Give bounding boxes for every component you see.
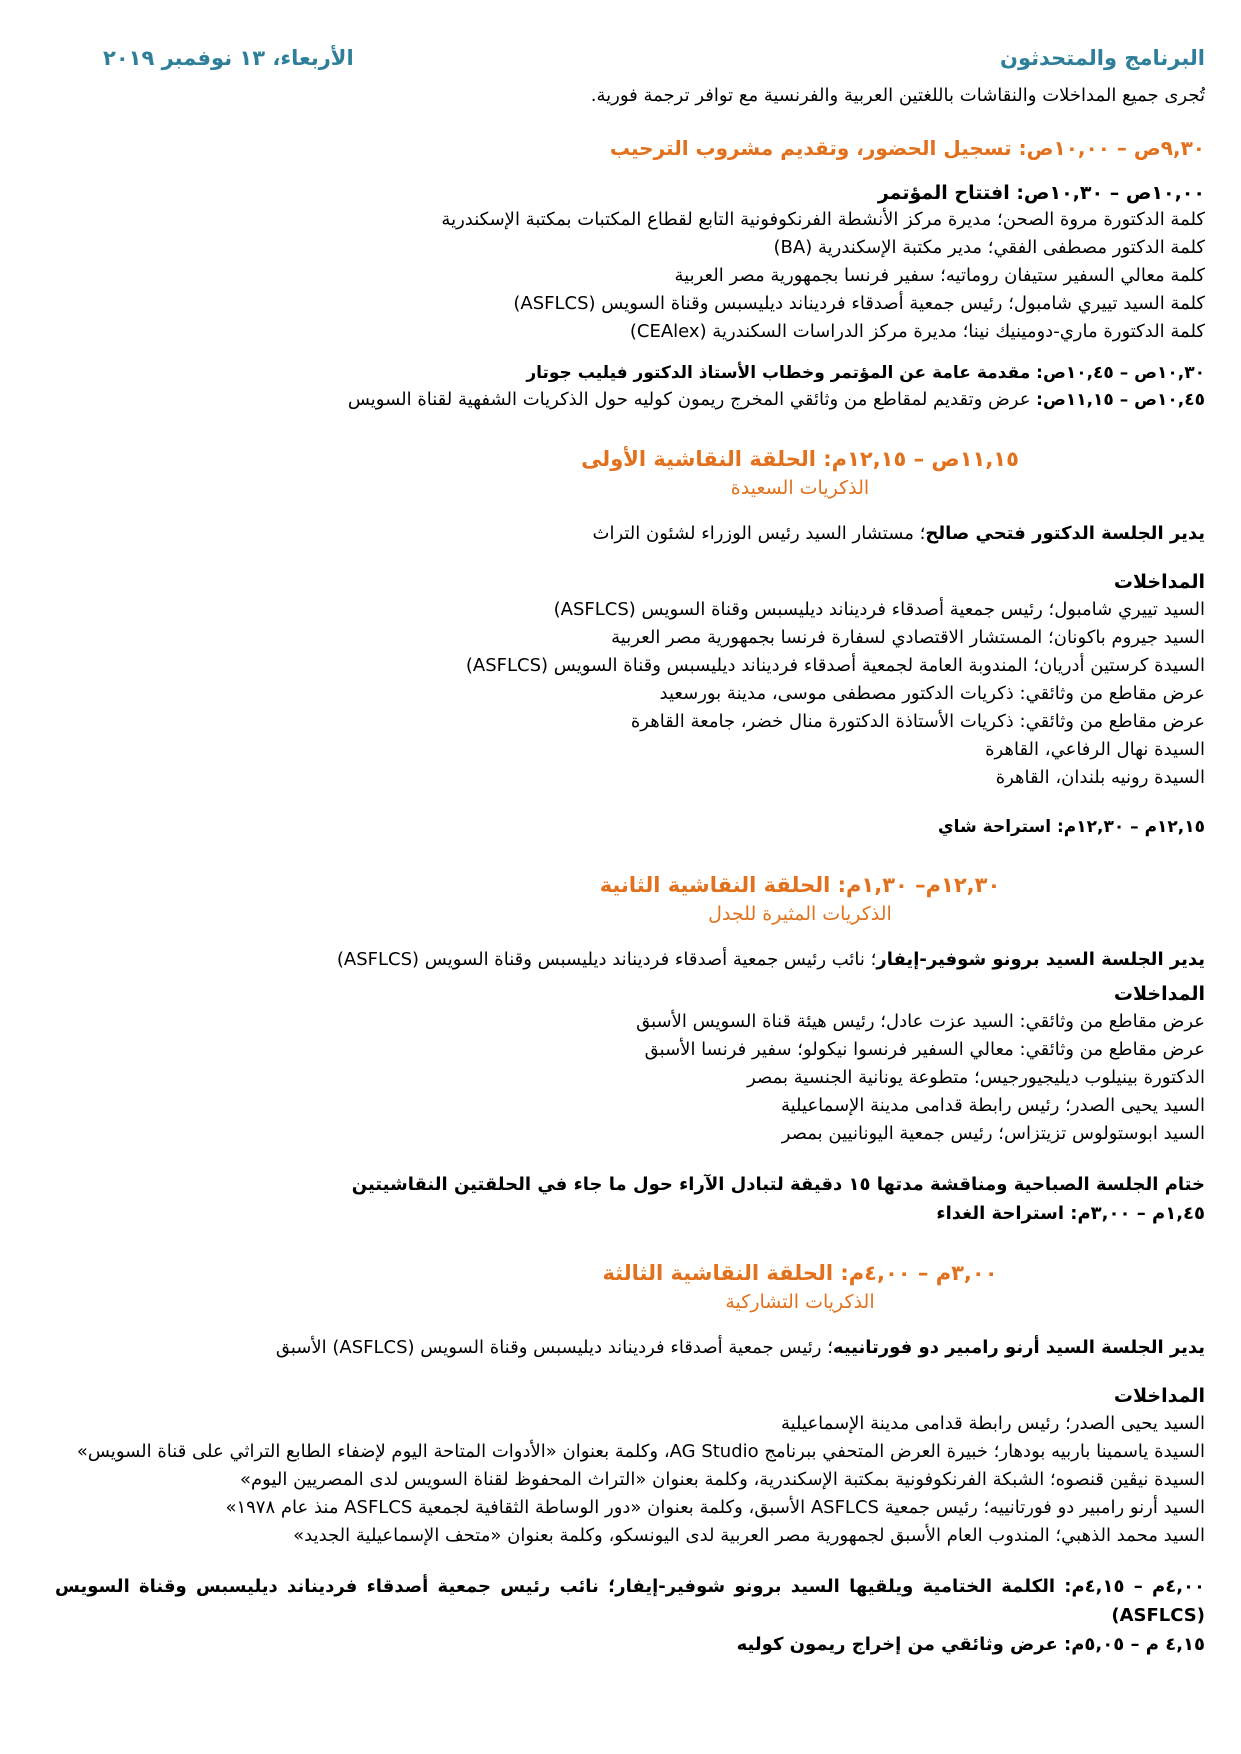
moderator-title: ؛ رئيس جمعية أصدقاء فرديناند ديليسبس وقناة السويس (ASFLCS) الأسبق	[275, 1337, 833, 1358]
film-description: عرض وتقديم لمقاطع من وثائقي المخرج ريمون كوليه حول الذكريات الشفهية لقناة السويس	[347, 389, 1037, 410]
moderator-name: يدير الجلسة السيد أرنو رامبير دو فورتانييه	[832, 1337, 1205, 1358]
general-intro-line: ١٠,٣٠ص – ١٠,٤٥ص: مقدمة عامة عن المؤتمر وخطاب الأستاذ الدكتور فيليب جوتار	[526, 363, 1205, 383]
intervention-line: السيدة كرستين أدريان؛ المندوبة العامة لجمعية أصدقاء فرديناند ديليسبس وقناة السويس (ASFLCS)	[465, 655, 1205, 676]
intervention-line: السيد يحيى الصدر؛ رئيس رابطة قدامى مدينة الإسماعيلية	[780, 1095, 1205, 1116]
moderator-name: يدير الجلسة الدكتور فتحي صالح	[925, 523, 1205, 544]
intervention-line: السيد جيروم باكونان؛ المستشار الاقتصادي لسفارة فرنسا بجمهورية مصر العربية	[611, 627, 1205, 648]
speech-line: كلمة الدكتورة مروة الصحن؛ مديرة مركز الأنشطة الفرنكوفونية التابع لقطاع المكتبات بمكتبة الإسكندرية	[441, 209, 1205, 230]
intervention-line: عرض مقاطع من وثائقي: معالي السفير فرنسوا نيكولو؛ سفير فرنسا الأسبق	[644, 1039, 1205, 1060]
opening-heading: ١٠,٠٠ص – ١٠,٣٠ص: افتتاح المؤتمر	[877, 182, 1205, 204]
document-header	[55, 44, 1205, 72]
intervention-line: السيد أرنو رامبير دو فورتانييه؛ رئيس جمعية ASFLCS الأسبق، وكلمة بعنوان «دور الوساطة الثقافية لجمعية ASFLCS منذ عام ١٩٧٨»	[225, 1497, 1205, 1518]
intro-note: تُجرى جميع المداخلات والنقاشات باللغتين العربية والفرنسية مع توافر ترجمة فورية.	[590, 85, 1205, 106]
closing-remarks-line: ٤,٠٠م – ٤,١٥م: الكلمة الختامية ويلقيها السيد برونو شوفير-إيفار؛ نائب رئيس جمعية أصدقاء فرديناند ديليسبس وقناة السويس (ASFLCS)	[55, 1576, 1205, 1626]
session-1-subtitle: الذكريات السعيدة	[730, 477, 870, 499]
session-1-heading: ١١,١٥ص – ١٢,١٥م: الحلقة النقاشية الأولى	[581, 447, 1019, 471]
speech-line: كلمة الدكتورة ماري-دومينيك نينا؛ مديرة مركز الدراسات السكندرية (CEAlex)	[629, 321, 1205, 342]
session-3-subtitle: الذكريات التشاركية	[725, 1291, 875, 1313]
film-time: ١٠,٤٥ص – ١١,١٥ص:	[1036, 390, 1205, 410]
moderator-title: ؛ مستشار السيد رئيس الوزراء لشئون التراث	[592, 523, 926, 544]
tea-break-line: ١٢,١٥م – ١٢,٣٠م: استراحة شاي	[938, 817, 1205, 837]
moderator-title: ؛ نائب رئيس جمعية أصدقاء فرديناند ديليسبس وقناة السويس (ASFLCS)	[336, 949, 877, 970]
intervention-line: السيدة رونيه بلندان، القاهرة	[995, 767, 1205, 788]
header-date: الأربعاء، ١٣ نوفمبر ٢٠١٩	[103, 46, 354, 70]
speech-line: كلمة معالي السفير ستيفان روماتيه؛ سفير فرنسا بجمهورية مصر العربية	[674, 265, 1205, 286]
intervention-line: السيد محمد الذهبي؛ المندوب العام الأسبق لجمهورية مصر العربية لدى اليونسكو، وكلمة بعنوان «متحف الإسماعيلية الجديد»	[293, 1525, 1205, 1546]
final-screening-line: ٤,١٥ م – ٥,٠٥م: عرض وثائقي من إخراج ريمون كوليه	[736, 1634, 1205, 1655]
intervention-line: السيدة ياسمينا باربيه بودهار؛ خبيرة العرض المتحفي ببرنامج AG Studio، وكلمة بعنوان «الأدوات المتاحة اليوم لإضفاء الطابع التراثي على قناة السويس»	[76, 1441, 1205, 1462]
session-3-heading: ٣,٠٠م – ٤,٠٠م: الحلقة النقاشية الثالثة	[602, 1261, 998, 1285]
intervention-line: عرض مقاطع من وثائقي: السيد عزت عادل؛ رئيس هيئة قناة السويس الأسبق	[636, 1011, 1205, 1032]
film-presentation-line	[55, 386, 1205, 414]
intervention-line: الدكتورة بينيلوب ديليجيورجيس؛ متطوعة يونانية الجنسية بمصر	[747, 1067, 1205, 1088]
intervention-line: السيد تييري شامبول؛ رئيس جمعية أصدقاء فرديناند ديليسبس وقناة السويس (ASFLCS)	[553, 599, 1205, 620]
interventions-heading: المداخلات	[1113, 571, 1205, 593]
page-title: البرنامج والمتحدثون	[1000, 46, 1205, 70]
intervention-line: عرض مقاطع من وثائقي: ذكريات الأستاذة الدكتورة منال خضر، جامعة القاهرة	[630, 711, 1205, 732]
intervention-line: السيدة نهال الرفاعي، القاهرة	[985, 739, 1205, 760]
speech-line: كلمة الدكتور مصطفى الفقي؛ مدير مكتبة الإسكندرية (BA)	[773, 237, 1205, 258]
session-2-heading: ١٢,٣٠م– ١,٣٠م: الحلقة النقاشية الثانية	[599, 873, 1001, 897]
session-2-subtitle: الذكريات المثيرة للجدل	[708, 903, 892, 925]
intervention-line: السيد ابوستولوس تزيتزاس؛ رئيس جمعية اليونانيين بمصر	[781, 1123, 1205, 1144]
session-2-moderator	[55, 946, 1205, 974]
lunch-break-line: ١,٤٥م – ٣,٠٠م: استراحة الغداء	[936, 1203, 1205, 1224]
intervention-line: السيدة نيڤين قنصوه؛ الشبكة الفرنكوفونية بمكتبة الإسكندرية، وكلمة بعنوان «التراث المحفوظ لقناة السويس لدى المصريين اليوم»	[240, 1469, 1205, 1490]
interventions-heading: المداخلات	[1113, 1385, 1205, 1407]
session-1-moderator	[55, 520, 1205, 548]
registration-heading: ٩,٣٠ص – ١٠,٠٠ص: تسجيل الحضور، وتقديم مشروب الترحيب	[609, 136, 1205, 160]
session-3-moderator	[55, 1334, 1205, 1362]
morning-closing-line: ختام الجلسة الصباحية ومناقشة مدتها ١٥ دقيقة لتبادل الآراء حول ما جاء في الحلقتين النقاشيتين	[351, 1174, 1205, 1195]
interventions-heading: المداخلات	[1113, 983, 1205, 1005]
intervention-line: عرض مقاطع من وثائقي: ذكريات الدكتور مصطفى موسى، مدينة بورسعيد	[659, 683, 1205, 704]
moderator-name: يدير الجلسة السيد برونو شوفير-إيفار	[876, 949, 1205, 970]
speech-line: كلمة السيد تييري شامبول؛ رئيس جمعية أصدقاء فرديناند ديليسبس وقناة السويس (ASFLCS)	[513, 293, 1205, 314]
intervention-line: السيد يحيى الصدر؛ رئيس رابطة قدامى مدينة الإسماعيلية	[780, 1413, 1205, 1434]
